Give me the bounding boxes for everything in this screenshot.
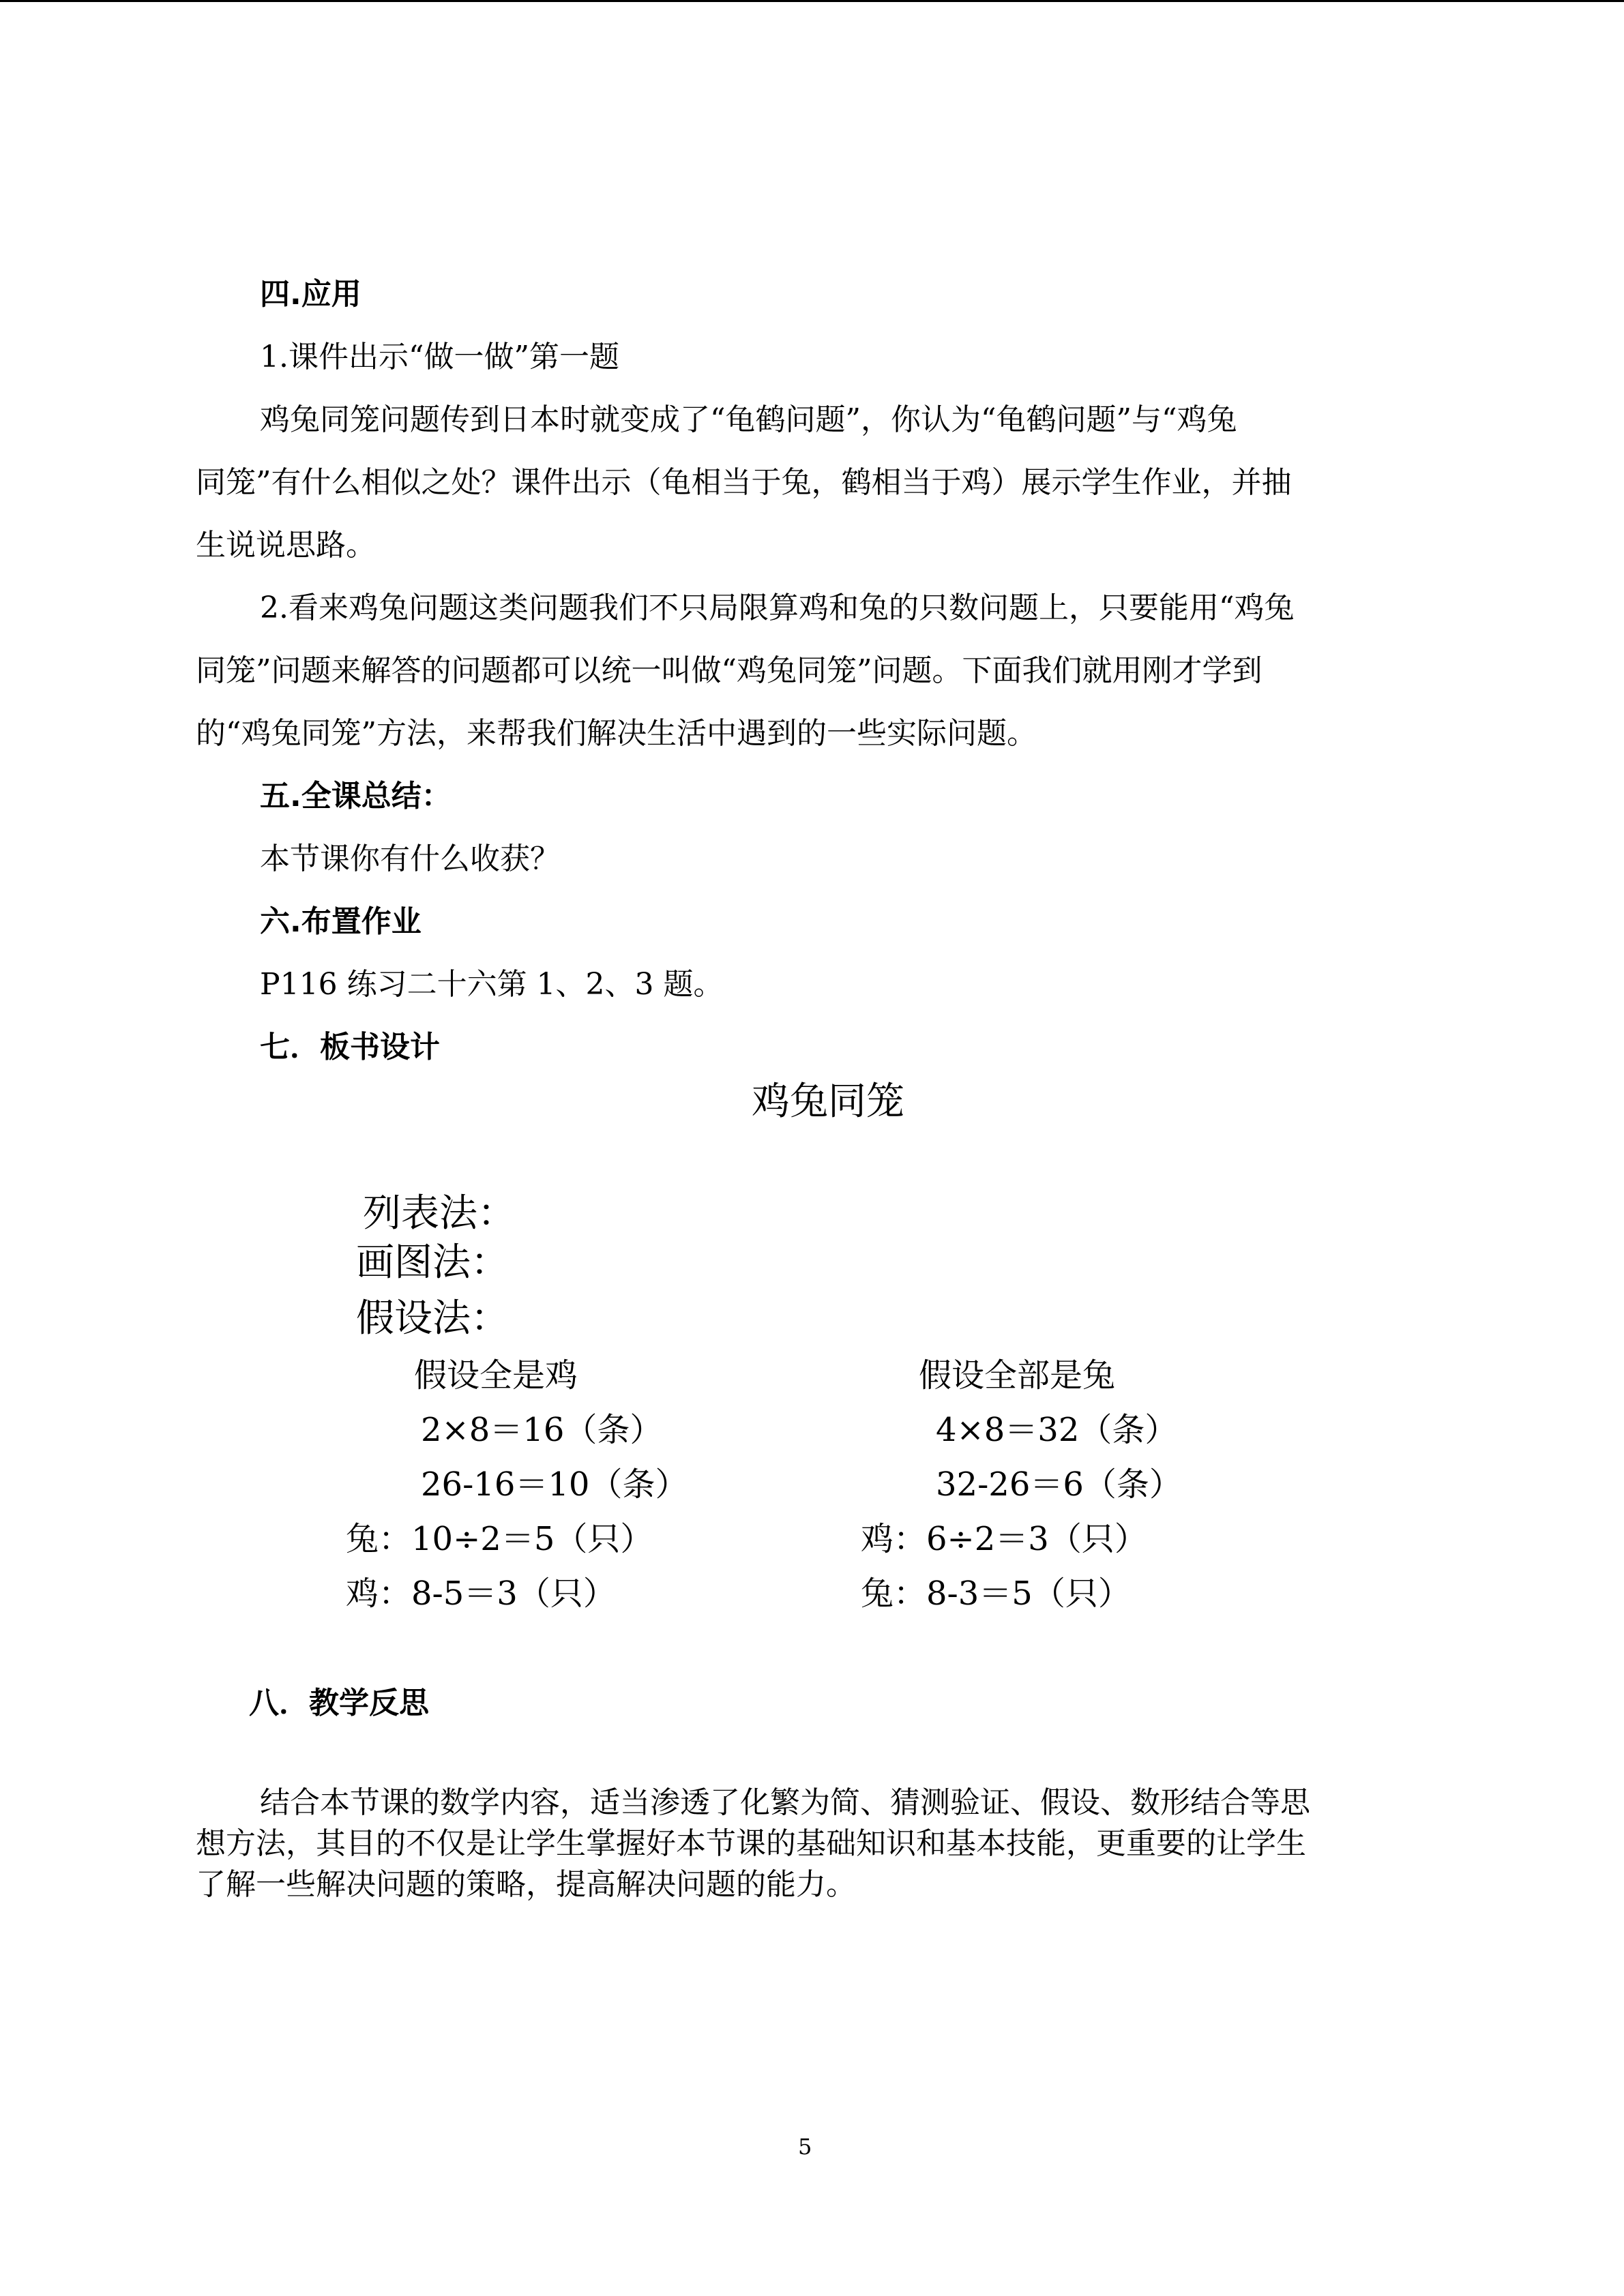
page-number: 5 [798, 2134, 812, 2160]
section-heading-application: 四.应用 [260, 277, 361, 312]
calc-step: 2×8＝16（条） [421, 1411, 663, 1449]
summary-text: 本节课你有什么收获？ [260, 841, 560, 876]
calc-step: 鸡：8-5＝3（只） [346, 1575, 616, 1613]
paragraph-line: 2.看来鸡兔问题这类问题我们不只局限算鸡和兔的只数问题上，只要能用“鸡兔 [260, 591, 1295, 625]
paragraph-line: 想方法，其目的不仅是让学生掌握好本节课的基础知识和基本技能，更重要的让学生 [196, 1826, 1306, 1861]
board-title: 鸡兔同笼 [752, 1079, 904, 1124]
paragraph-line: 了解一些解决问题的策略，提高解决问题的能力。 [196, 1867, 856, 1902]
board-method-drawing: 画图法： [356, 1240, 509, 1285]
board-method-assumption: 假设法： [356, 1296, 509, 1341]
calc-step: 26-16＝10（条） [421, 1465, 688, 1504]
section-heading-summary: 五.全课总结： [260, 779, 452, 814]
calc-step: 鸡：6÷2＝3（只） [861, 1520, 1147, 1558]
board-method-table: 列表法： [363, 1191, 516, 1236]
assume-all-rabbit-heading: 假设全部是兔 [919, 1356, 1116, 1395]
calc-step: 兔：8-3＝5（只） [861, 1575, 1131, 1613]
calc-step: 4×8＝32（条） [936, 1411, 1178, 1449]
paragraph-line: 生说说思路。 [196, 528, 376, 563]
paragraph-line: 同笼”有什么相似之处？课件出示（龟相当于兔，鹤相当于鸡）展示学生作业，并抽 [196, 465, 1292, 500]
homework-text: P116 练习二十六第 1、2、3 题。 [260, 967, 724, 1002]
calc-step: 兔：10÷2＝5（只） [346, 1520, 653, 1558]
paragraph-line: 同笼”问题来解答的问题都可以统一叫做“鸡兔同笼”问题。下面我们就用刚才学到 [196, 653, 1263, 688]
paragraph-line: 鸡兔同笼问题传到日本时就变成了“龟鹤问题”，你认为“龟鹤问题”与“鸡兔 [260, 402, 1237, 437]
paragraph-line: 的“鸡兔同笼”方法，来帮我们解决生活中遇到的一些实际问题。 [196, 716, 1037, 751]
section-heading-homework: 六.布置作业 [260, 904, 422, 939]
section-heading-reflection: 八．教学反思 [249, 1686, 429, 1720]
assume-all-chicken-heading: 假设全是鸡 [414, 1356, 578, 1395]
paragraph-line: 结合本节课的数学内容，适当渗透了化繁为简、猜测验证、假设、数形结合等思 [260, 1785, 1310, 1820]
calc-step: 32-26＝6（条） [936, 1465, 1182, 1504]
section-heading-board: 七．板书设计 [260, 1030, 440, 1064]
application-item-1: 1.课件出示“做一做”第一题 [260, 340, 619, 374]
